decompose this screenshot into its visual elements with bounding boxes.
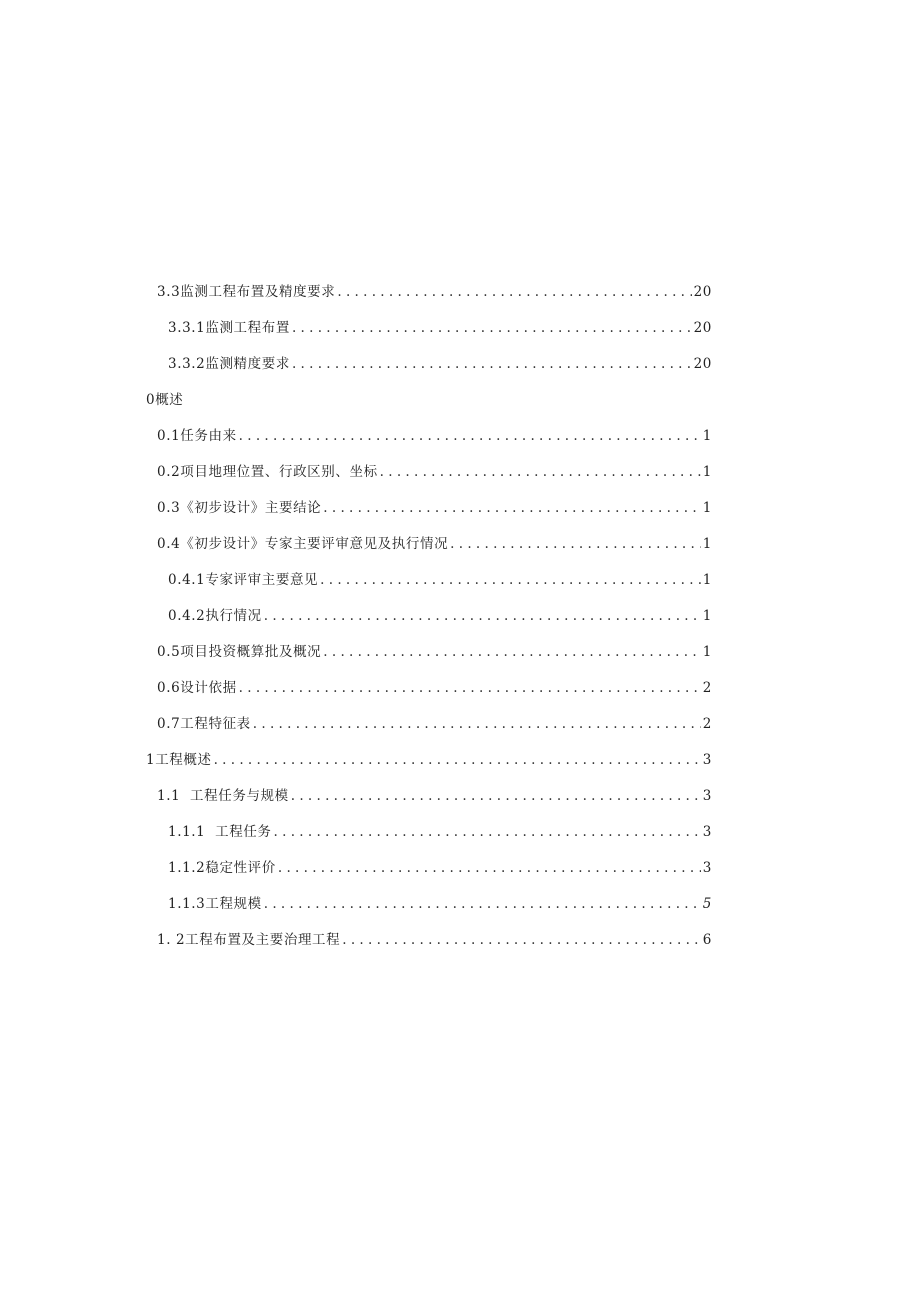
toc-entry-title: 1.1.1 工程任务 bbox=[168, 824, 272, 840]
toc-entry-page-number: 20 bbox=[693, 356, 712, 372]
toc-entry[interactable] bbox=[0, 604, 920, 640]
toc-entry-title: 0.2项目地理位置、行政区别、坐标 bbox=[157, 464, 378, 480]
toc-dot-leader bbox=[239, 424, 701, 448]
toc-entry-title: 0.4.2执行情况 bbox=[168, 608, 262, 624]
toc-dot-leader bbox=[291, 784, 701, 808]
toc-entry-page-number: 5 bbox=[702, 896, 712, 912]
toc-entry-page-number: 1 bbox=[702, 572, 712, 588]
toc-entry-title: 1工程概述 bbox=[146, 752, 212, 768]
toc-entry-title: 3.3监测工程布置及精度要求 bbox=[157, 284, 336, 300]
toc-entry-page-number: 1 bbox=[702, 428, 712, 444]
toc-entry[interactable] bbox=[0, 676, 920, 712]
toc-entry[interactable] bbox=[0, 316, 920, 352]
toc-entry-page-number: 1 bbox=[702, 608, 712, 624]
toc-entry-page-number: 3 bbox=[702, 860, 712, 876]
toc-dot-leader bbox=[292, 352, 692, 376]
toc-entry-page-number: 2 bbox=[702, 716, 712, 732]
toc-entry-page-number: 20 bbox=[693, 320, 712, 336]
toc-dot-leader bbox=[264, 892, 701, 916]
toc-dot-leader bbox=[323, 496, 701, 520]
toc-entry-title: 1.1.3工程规模 bbox=[168, 896, 262, 912]
toc-dot-leader bbox=[253, 712, 701, 736]
toc-entry[interactable] bbox=[0, 748, 920, 784]
toc-entry-page-number: 6 bbox=[702, 932, 712, 948]
toc-entry-page-number: 20 bbox=[693, 284, 712, 300]
toc-entry-page-number: 3 bbox=[702, 752, 712, 768]
toc-dot-leader bbox=[274, 820, 701, 844]
toc-entry-title: 0概述 bbox=[146, 392, 184, 408]
toc-entry-title: 3.3.1监测工程布置 bbox=[168, 320, 290, 336]
toc-entry-title: 0.4《初步设计》专家主要评审意见及执行情况 bbox=[157, 536, 449, 552]
toc-dot-leader bbox=[380, 460, 701, 484]
toc-entry-title: 0.1任务由来 bbox=[157, 428, 237, 444]
toc-entry[interactable] bbox=[0, 820, 920, 856]
toc-entry[interactable] bbox=[0, 784, 920, 820]
toc-entry[interactable] bbox=[0, 424, 920, 460]
toc-entry[interactable] bbox=[0, 352, 920, 388]
toc-entry-title: 1. 2工程布置及主要治理工程 bbox=[157, 932, 341, 948]
toc-entry-title: 1.1 工程任务与规模 bbox=[157, 788, 289, 804]
toc-entry[interactable] bbox=[0, 280, 920, 316]
toc-entry[interactable] bbox=[0, 856, 920, 892]
toc-dot-leader bbox=[450, 532, 701, 556]
toc-entry[interactable] bbox=[0, 712, 920, 748]
toc-dot-leader bbox=[214, 748, 701, 772]
toc-dot-leader bbox=[292, 316, 692, 340]
toc-entry-title: 1.1.2稳定性评价 bbox=[168, 860, 276, 876]
toc-entry[interactable] bbox=[0, 532, 920, 568]
toc-dot-leader bbox=[342, 928, 701, 952]
toc-entry[interactable] bbox=[0, 388, 920, 424]
toc-dot-leader bbox=[264, 604, 701, 628]
toc-entry-page-number: 1 bbox=[702, 500, 712, 516]
toc-entry[interactable] bbox=[0, 928, 920, 964]
toc-entry-title: 3.3.2监测精度要求 bbox=[168, 356, 290, 372]
toc-entry-title: 0.4.1专家评审主要意见 bbox=[168, 572, 319, 588]
toc-dot-leader bbox=[337, 280, 691, 304]
toc-dot-leader bbox=[278, 856, 701, 880]
toc-entry-page-number: 1 bbox=[702, 536, 712, 552]
toc-entry[interactable] bbox=[0, 892, 920, 928]
toc-entry[interactable] bbox=[0, 568, 920, 604]
toc-entry[interactable] bbox=[0, 460, 920, 496]
toc-entry-title: 0.7工程特征表 bbox=[157, 716, 251, 732]
toc-entry[interactable] bbox=[0, 496, 920, 532]
toc-entry-title: 0.6设计依据 bbox=[157, 680, 237, 696]
toc-dot-leader bbox=[320, 568, 701, 592]
toc-entry-page-number: 1 bbox=[702, 644, 712, 660]
toc-dot-leader bbox=[239, 676, 701, 700]
toc-entry-page-number: 2 bbox=[702, 680, 712, 696]
toc-entry-page-number: 3 bbox=[702, 788, 712, 804]
toc-entry-page-number: 3 bbox=[702, 824, 712, 840]
toc-entry-title: 0.5项目投资概算批及概况 bbox=[157, 644, 322, 660]
toc-dot-leader bbox=[323, 640, 701, 664]
table-of-contents bbox=[0, 280, 920, 964]
toc-entry-title: 0.3《初步设计》主要结论 bbox=[157, 500, 322, 516]
toc-entry[interactable] bbox=[0, 640, 920, 676]
toc-entry-page-number: 1 bbox=[702, 464, 712, 480]
